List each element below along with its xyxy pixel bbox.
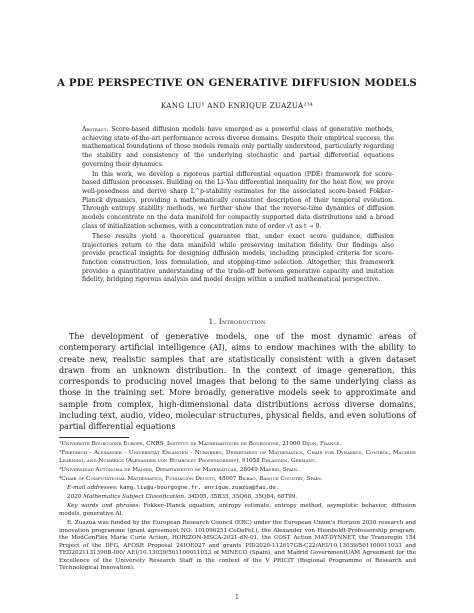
msc-value: 34D05, 35B35, 35Q68, 35Q84, 68T99. [187, 494, 298, 501]
introduction-body [59, 331, 416, 433]
page-number: 1 [235, 594, 239, 601]
email-label: E-mail addresses: [67, 485, 118, 492]
footnote-rule [59, 437, 129, 438]
keywords [59, 503, 416, 518]
footnote-affiliation-4: ⁴Chair of Computational Mathematics, Fundación Deusto, 48007 Bilbao, Basque Country, Spain. [59, 475, 323, 482]
intro-paragraph-1: The development of generative models, one of the most dynamic areas of contemporary artificial intelligence (AI), aims to endow machines with the ability to create new, realistic samples that are statistically consistent with a given dataset drawn from an unknown distribution. In the context of image generation, this corresponds to producing novel images that belong to the same underlying class as those in the training set. More broadly, generative models seek to approximate and sample from complex, high-dimensional data distributions across diverse domains, including text, audio, video, molecular structures, physical fields, and even solutions of partial differential equations [59, 332, 416, 432]
abstract-paragraph-3: These results yield a theoretical guarantee that, under exact score guidance, diffusion trajectories return to the data manifold while preserving imitation fidelity. Our findings also provide practical insights for designing diffusion models, including principled criteria for score-function construction, loss formulation, and stopping-time selection. Altogether, this framework provides a quantitative understanding of the trade-off between generative capacity and imitation fidelity, bridging rigorous analysis and model design within a unified mathematical perspective. [82, 232, 394, 284]
funding-note: E. Zuazua was funded by the European Research Council (ERC) under the European Union's Horizon 2030 research and innovation programme (grant agreement NO: 101096251-CoDeFeL), the Alexander von Humboldt-Professorship program, the ModConFlex Marie Curie Action, HORIZON-MSCA-2021-dN-01, the COST Action MAT-DYNNET, the Transregio 154 Project of the DFG, AFOSR Proposal 24IOE027 and grants PID2020-112617GB-C22/AEI/10.13039/501100011033 and TED2021131390B-I00/ AEI/10.13039/501100011033 of MINECO (Spain), and Madrid GovernmentUAM Agreement for the Excellence of the University Research Staff in the context of the V PRICIT (Regional Programme of Research and Technological Innovation). [59, 520, 416, 572]
footnotes-block [59, 441, 416, 575]
email-addresses [59, 485, 416, 493]
abstract-paragraph-2: In this work, we develop a rigorous partial differential equation (PDE) framework for score-based diffusion processes. Building on the Li–Yau differential inequality for the heat flow, we prove well-posedness and derive sharp L^p-stability estimates for the associated score-based Fokker–Planck dynamics, providing a mathematically consistent description of their temporal evolution. Through entropy stability methods, we further show that the reverse-time dynamics of diffusion models concentrate on the data manifold for compactly supported data distributions and a broad class of initialization schemes, with a concentration rate of order √t as t → 0. [82, 170, 394, 230]
abstract-paragraph-1 [82, 126, 394, 169]
section-heading: 1. Introduction [208, 317, 266, 326]
abstract-text-1: Score-based diffusion models have emerged as a powerful class of generative methods, achieving state-of-the-art performance across diverse domains. Despite their empirical success, the mathematical foundations of those models remain only partially understood, particularly regarding the stability and consistency of the underlying stochastic and partial differential equations governing their dynamics. [82, 126, 394, 168]
paper-title: A PDE PERSPECTIVE ON GENERATIVE DIFFUSION MODELS [57, 77, 417, 89]
footnote-affiliation-3: ³Universidad Autónoma de Madrid, Departamento de Matemáticas, 28049 Madrid, Spain. [59, 466, 299, 473]
footnote-affiliation-2: ²Friedrich - Alexander - Universität Erlangen - Nürnberg, Department of Mathematics, Chair for Dynamics, Control, Machine Learning, and Numerics (Alexander von Humboldt Professorship), 91058 Erlangen, Germany. [59, 450, 416, 464]
abstract-label: Abstract. [82, 126, 109, 133]
msc-classification [59, 494, 416, 502]
keywords-value: Fokker–Planck equation, entropy estimate, entropy method, asymptotic behavior, diffusion models, generative AI. [59, 503, 416, 517]
author-line: KANG LIU¹ AND ENRIQUE ZUAZUA²³⁴ [160, 101, 314, 110]
email-value[interactable]: kang.liu@u-bourgogne.fr, enrique.zuazua@fau.de. [119, 485, 280, 492]
msc-label: 2020 Mathematics Subject Classification. [67, 494, 186, 501]
keywords-label: Key words and phrases. [67, 503, 141, 510]
abstract-block [82, 126, 394, 285]
footnote-affiliation-1: ¹Université Bourgogne Europe, CNRS, Institut de Mathématiques de Bourgogne, 21000 Dijon, France. [59, 441, 342, 447]
